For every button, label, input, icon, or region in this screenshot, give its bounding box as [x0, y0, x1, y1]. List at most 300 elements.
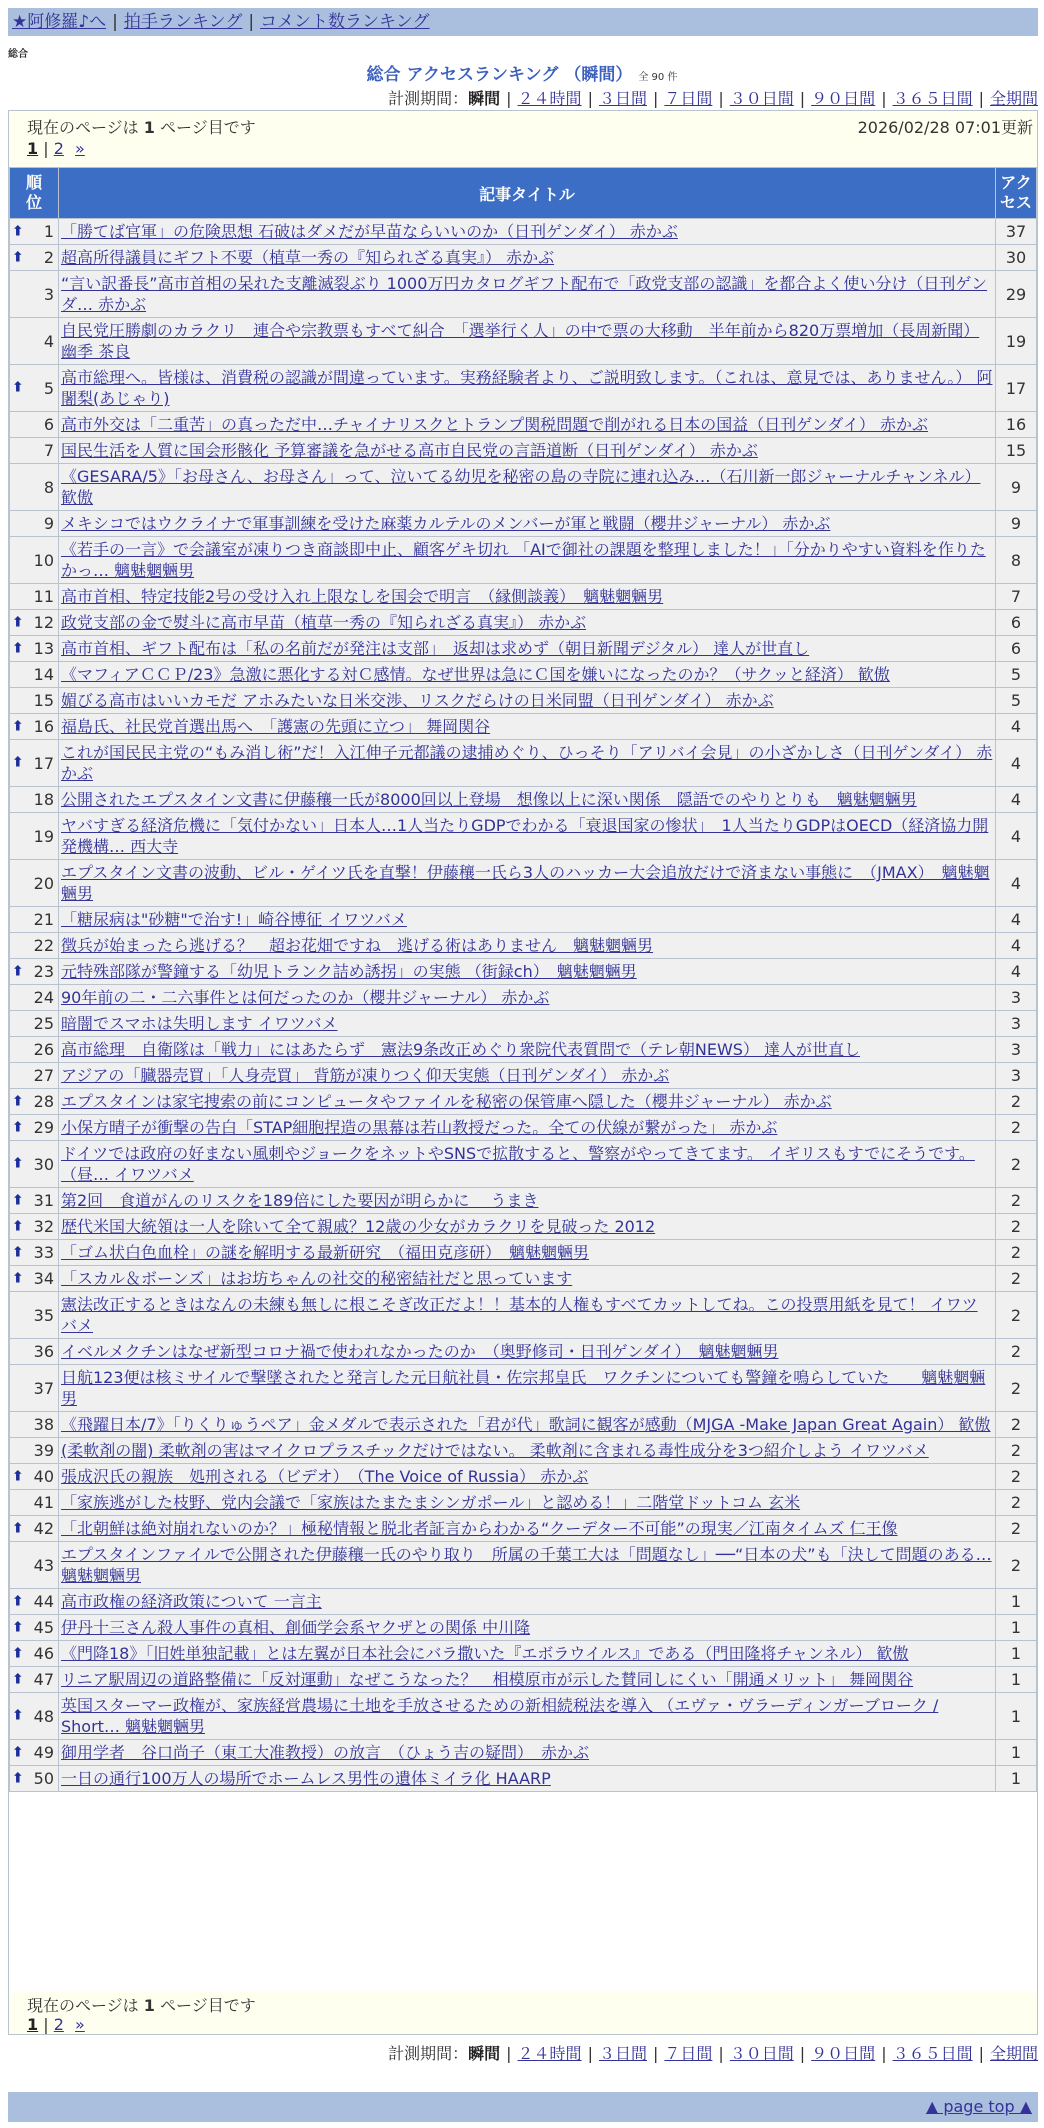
access-count: 2: [996, 1339, 1036, 1364]
title-cell: [59, 933, 995, 958]
header-title: 記事タイトル: [59, 168, 995, 218]
period-separator: |: [506, 89, 512, 108]
rank-number: 41: [33, 1493, 54, 1512]
article-title-link[interactable]: エプスタインは家宅捜索の前にコンピュータやファイルを秘密の保管庫へ隠した（櫻井ジャーナル） 赤かぶ: [61, 1092, 832, 1111]
table-row: [10, 1766, 1036, 1791]
article-title-link[interactable]: (柔軟剤の闇) 柔軟剤の害はマイクロプラスチックだけではない。 柔軟剤に含まれる毒性成分を3つ紹介しよう イワツバメ: [61, 1441, 929, 1460]
updated-timestamp: 2026/02/28 07:01更新: [857, 118, 1033, 137]
table-row: [10, 1464, 1036, 1489]
period-label: 計測期間：: [388, 2044, 469, 2063]
title-cell: [59, 1037, 995, 1062]
rank-cell: [10, 1037, 58, 1062]
rank-up-arrow-icon: ⬆: [12, 1645, 24, 1661]
title-cell: [59, 464, 995, 510]
access-count: 4: [996, 813, 1036, 859]
article-title-link[interactable]: 高市総理 自衛隊は「戦力」にはあたらず 憲法9条改正めぐり衆院代表質問で（テレ朝NEWS） 達人が世直し: [61, 1040, 861, 1059]
rank-up-arrow-icon: ⬆: [12, 1744, 24, 1760]
access-count: 2: [996, 1490, 1036, 1515]
article-title-link[interactable]: 元特殊部隊が警鐘する「幼児トランク詰め誘拐」の実態 （街録ch） 魑魅魍魎男: [61, 962, 637, 981]
rank-number: 6: [43, 415, 54, 434]
period-link[interactable]: ３０日間: [729, 89, 794, 108]
rank-number: 5: [43, 378, 54, 398]
rank-number: 23: [33, 962, 54, 981]
article-title-link[interactable]: 国民生活を人質に国会形骸化 予算審議を急がせる高市自民党の言語道断（日刊ゲンダイ） 赤かぶ: [61, 441, 758, 460]
access-count: 8: [996, 537, 1036, 583]
period-link[interactable]: ３０日間: [729, 2044, 794, 2063]
table-row: [10, 537, 1036, 583]
current-page-message-bottom: 現在のページは 1 ページ目です: [27, 1996, 256, 2015]
rank-number: 9: [43, 514, 54, 533]
access-count: 4: [996, 959, 1036, 984]
rank-cell: [10, 1438, 58, 1463]
rank-up-arrow-icon: ⬆: [12, 1093, 24, 1109]
access-count: 7: [996, 584, 1036, 609]
article-title-link[interactable]: 高市政権の経済政策について 一言主: [61, 1592, 322, 1611]
rank-up-arrow-icon: ⬆: [12, 1593, 24, 1609]
rank-number: 25: [33, 1014, 54, 1033]
title-cell: [59, 1188, 995, 1213]
title-cell: [59, 610, 995, 635]
article-title-link[interactable]: ヤバすぎる経済危機に「気付かない」日本人…1人当たりGDPでわかる「衰退国家の惨状」 1人当たりGDPはOECD（経済協力開発機構… 西大寺: [61, 816, 989, 856]
title-cell: [59, 412, 995, 437]
rank-cell: [10, 1667, 58, 1692]
article-title-link[interactable]: 高市首相、ギフト配布は「私の名前だが発注は支部」 返却は求めず（朝日新聞デジタル） 達人が世直し: [61, 639, 810, 658]
access-count: 2: [996, 1516, 1036, 1541]
article-title-link[interactable]: 「勝てば官軍」の危険思想 石破はダメだが早苗ならいいのか（日刊ゲンダイ） 赤かぶ: [61, 222, 678, 241]
rank-number: 29: [33, 1118, 54, 1137]
rank-number: 42: [33, 1519, 54, 1538]
period-link[interactable]: ３６５日間: [892, 2044, 973, 2063]
page-header: [9, 111, 1037, 167]
article-title-link[interactable]: 御用学者 谷口尚子（東工大准教授）の放言 （ひょう吉の疑問） 赤かぶ: [61, 1743, 590, 1762]
table-row: [10, 662, 1036, 687]
rank-number: 34: [33, 1269, 54, 1288]
article-title-link[interactable]: 高市首相、特定技能2号の受け入れ上限なしを国会で明言 （縁側談義） 魑魅魍魎男: [61, 587, 664, 606]
title-cell: [59, 714, 995, 739]
table-row: [10, 271, 1036, 317]
table-row: [10, 1115, 1036, 1140]
title-cell: [59, 860, 995, 906]
rank-number: 1: [43, 222, 54, 241]
rank-cell: [10, 511, 58, 536]
period-current: 瞬間: [468, 89, 501, 108]
article-title-link[interactable]: 福島氏、社民党首選出馬へ 「護憲の先頭に立つ」 舞岡関谷: [61, 717, 491, 736]
article-title-link[interactable]: 媚びる高市はいいカモだ アホみたいな日米交渉、リスクだらけの日米同盟（日刊ゲンダイ） 赤かぶ: [61, 691, 774, 710]
article-title-link[interactable]: ドイツでは政府の好まない風刺やジョークをネットやSNSで拡散すると、警察がやってきてます。 イギリスもすでにそうです。（昼… イワツバメ: [61, 1144, 975, 1184]
title-cell: [59, 1766, 995, 1791]
next-page-link[interactable]: »: [75, 139, 85, 158]
table-row: [10, 1667, 1036, 1692]
title-cell: [59, 1011, 995, 1036]
access-count: 1: [996, 1740, 1036, 1765]
rank-number: 20: [33, 873, 54, 893]
table-row: [10, 1089, 1036, 1114]
rank-number: 49: [33, 1743, 54, 1762]
rank-up-arrow-icon: ⬆: [12, 1244, 24, 1260]
title-cell: [59, 584, 995, 609]
table-row: [10, 1412, 1036, 1437]
ranking-table-body: [10, 219, 1036, 1791]
table-row: [10, 860, 1036, 906]
rank-cell: [10, 1464, 58, 1489]
nav-separator: |: [248, 12, 255, 32]
page-title: 総合 アクセスランキング （瞬間）: [366, 65, 633, 85]
rank-up-arrow-icon: ⬆: [12, 1192, 24, 1208]
rank-number: 39: [33, 1441, 54, 1460]
rank-cell: [10, 636, 58, 661]
rank-number: 43: [33, 1555, 54, 1575]
rank-number: 8: [43, 477, 54, 497]
table-row: [10, 365, 1036, 411]
period-separator: |: [652, 89, 659, 108]
access-count: 2: [996, 1542, 1036, 1588]
rank-number: 47: [33, 1670, 54, 1689]
title-cell: [59, 219, 995, 244]
access-count: 1: [996, 1693, 1036, 1739]
rank-cell: [10, 714, 58, 739]
rank-number: 48: [33, 1706, 54, 1726]
period-link[interactable]: ３日間: [598, 2044, 647, 2063]
access-count: 2: [996, 1292, 1036, 1338]
rank-up-arrow-icon: ⬆: [12, 1770, 24, 1786]
period-link[interactable]: ９０日間: [811, 89, 876, 108]
rank-number: 31: [33, 1191, 54, 1210]
access-count: 2: [996, 1089, 1036, 1114]
title-cell: [59, 271, 995, 317]
table-row: [10, 1589, 1036, 1614]
access-count: 30: [996, 245, 1036, 270]
access-count: 4: [996, 933, 1036, 958]
rank-cell: [10, 464, 58, 510]
rank-number: 10: [33, 550, 54, 570]
table-row: [10, 1037, 1036, 1062]
access-count: 3: [996, 1011, 1036, 1036]
title-cell: [59, 318, 995, 364]
rank-number: 26: [33, 1040, 54, 1059]
rank-cell: [10, 907, 58, 932]
table-row: [10, 464, 1036, 510]
rank-number: 36: [33, 1342, 54, 1361]
rank-number: 13: [33, 639, 54, 658]
title-cell: [59, 1115, 995, 1140]
rank-cell: [10, 1615, 58, 1640]
access-count: 2: [996, 1438, 1036, 1463]
access-count: 2: [996, 1464, 1036, 1489]
article-title-link[interactable]: 《若手の一言》で会議室が凍りつき商談即中止、顧客ゲキ切れ 「AIで御社の課題を整理しました！」「分かりやすい資料を作りたかっ… 魑魅魍魎男: [61, 540, 986, 580]
rank-number: 24: [33, 988, 54, 1007]
article-title-link[interactable]: 小保方晴子が衝撃の告白「STAP細胞捏造の黒幕は若山教授だった。全ての伏線が繋がった」 赤かぶ: [61, 1118, 778, 1137]
table-row: [10, 318, 1036, 364]
period-link[interactable]: ２４時間: [517, 89, 582, 108]
rank-cell: [10, 1542, 58, 1588]
article-title-link[interactable]: 《門降18》「旧姓単独記載」とは左翼が日本社会にバラ撒いた『エボラウイルス』である（門田隆将チャンネル） 歓傲: [61, 1644, 909, 1663]
rank-cell: [10, 271, 58, 317]
article-title-link[interactable]: 高市外交は「二重苦」の真っただ中…チャイナリスクとトランプ関税問題で削がれる日本の国益（日刊ゲンダイ） 赤かぶ: [61, 415, 929, 434]
rank-up-arrow-icon: ⬆: [12, 1520, 24, 1536]
rank-up-arrow-icon: ⬆: [12, 1468, 24, 1484]
rank-number: 44: [33, 1592, 54, 1611]
rank-cell: [10, 959, 58, 984]
period-link[interactable]: ３日間: [598, 89, 647, 108]
next-page-link[interactable]: »: [75, 2015, 85, 2034]
rank-up-arrow-icon: ⬆: [12, 963, 24, 979]
rank-number: 28: [33, 1092, 54, 1111]
title-cell: [59, 1615, 995, 1640]
table-row: [10, 1490, 1036, 1515]
rank-cell: [10, 537, 58, 583]
period-label: 計測期間：: [388, 89, 469, 108]
period-link[interactable]: 全期間: [989, 89, 1038, 108]
rank-cell: [10, 245, 58, 270]
rank-number: 30: [33, 1154, 54, 1174]
rank-cell: [10, 318, 58, 364]
rank-cell: [10, 1766, 58, 1791]
page-top-link[interactable]: ▲ page top ▲: [925, 2097, 1032, 2116]
article-title-link[interactable]: 高市総理へ。皆様は、消費税の認識が間違っています。実務経験者より、ご説明致します。（これは、意見では、ありません。） 阿闍梨(あじゃり): [61, 368, 993, 408]
table-row: [10, 1740, 1036, 1765]
article-title-link[interactable]: 「ゴム状白色血栓」の謎を解明する最新研究 （福田克彦研） 魑魅魍魎男: [61, 1243, 590, 1262]
title-cell: [59, 1063, 995, 1088]
page-footer: [9, 1991, 1037, 2034]
rank-number: 14: [33, 665, 54, 684]
table-row: [10, 245, 1036, 270]
article-title-link[interactable]: エプスタインファイルで公開された伊藤穰一氏のやり取り 所属の千葉工大は「問題なし」──“日本の犬”も「決して問題のある… 魑魅魍魎男: [61, 1545, 992, 1585]
article-title-link[interactable]: 「糖尿病は"砂糖"で治す!」崎谷博征 イワツバメ: [61, 910, 407, 929]
access-count: 4: [996, 907, 1036, 932]
rank-number: 50: [33, 1769, 54, 1788]
period-selector-top: [388, 86, 1038, 109]
rank-cell: [10, 610, 58, 635]
article-title-link[interactable]: これが国民民主党の“もみ消し術”だ！入江伸子元都議の逮捕めぐり、ひっそり「アリバイ会見」の小ざかしさ（日刊ゲンダイ） 赤かぶ: [61, 743, 993, 783]
period-separator: |: [978, 2044, 984, 2063]
title-cell: [59, 1089, 995, 1114]
title-cell: [59, 1667, 995, 1692]
rank-cell: [10, 1266, 58, 1291]
access-count: 6: [996, 636, 1036, 661]
article-title-link[interactable]: 一日の通行100万人の場所でホームレス男性の遺体ミイラ化 HAARP: [61, 1769, 551, 1788]
rank-number: 38: [33, 1415, 54, 1434]
table-row: [10, 412, 1036, 437]
table-row: [10, 1693, 1036, 1739]
access-count: 4: [996, 787, 1036, 812]
article-title-link[interactable]: リニア駅周辺の道路整備に「反対運動」なぜこうなった？ 相模原市が示した賛同しにくい「開通メリット」 舞岡関谷: [61, 1670, 914, 1689]
title-cell: [59, 1412, 995, 1437]
rank-number: 17: [33, 753, 54, 773]
pagination-top: 1 | 2 »: [27, 139, 85, 158]
access-count: 2: [996, 1266, 1036, 1291]
access-count: 37: [996, 219, 1036, 244]
access-count: 1: [996, 1589, 1036, 1614]
article-title-link[interactable]: “言い訳番長”高市首相の呆れた支離滅裂ぶり 1000万円カタログギフト配布で「政党支部の認識」を都合よく使い分け（日刊ゲンダ… 赤かぶ: [61, 274, 988, 314]
access-count: 2: [996, 1214, 1036, 1239]
access-count: 3: [996, 1063, 1036, 1088]
period-link[interactable]: ３６５日間: [892, 89, 973, 108]
table-row: [10, 1266, 1036, 1291]
home-link[interactable]: ★阿修羅♪へ: [12, 12, 107, 32]
table-row: [10, 907, 1036, 932]
rank-cell: [10, 1214, 58, 1239]
article-title-link[interactable]: アジアの「臓器売買」「人身売買」 背筋が凍りつく仰天実態（日刊ゲンダイ） 赤かぶ: [61, 1066, 670, 1085]
period-separator: |: [881, 2044, 887, 2063]
table-row: [10, 1615, 1036, 1640]
article-title-link[interactable]: 日航123便は核ミサイルで撃墜されたと発言した元日航社員・佐宗邦皇氏 ワクチンについても警鐘を鳴らしていた 魑魅魍魎男: [61, 1368, 986, 1408]
title-cell: [59, 1490, 995, 1515]
rank-up-arrow-icon: ⬆: [12, 249, 24, 265]
period-separator: |: [718, 2044, 724, 2063]
table-row: [10, 219, 1036, 244]
article-title-link[interactable]: 張成沢氏の親族 処刑される（ビデオ） （The Voice of Russia） 赤かぶ: [61, 1467, 589, 1486]
article-title-link[interactable]: 暗闇でスマホは失明します イワツバメ: [61, 1014, 338, 1033]
rank-cell: [10, 1641, 58, 1666]
page-2-link[interactable]: 2: [53, 139, 64, 158]
rank-number: 35: [33, 1305, 54, 1325]
rank-number: 15: [33, 691, 54, 710]
period-link[interactable]: ２４時間: [517, 2044, 582, 2063]
table-row: [10, 813, 1036, 859]
title-cell: [59, 740, 995, 786]
rank-number: 22: [33, 936, 54, 955]
access-count: 2: [996, 1412, 1036, 1437]
article-title-link[interactable]: 第2回 食道がんのリスクを189倍にした要因が明らかに うまき: [61, 1191, 539, 1210]
rank-up-arrow-icon: ⬆: [12, 1218, 24, 1234]
table-row: [10, 959, 1036, 984]
article-title-link[interactable]: 徴兵が始まったら逃げる？ 超お花畑ですね 逃げる術はありません 魑魅魍魎男: [61, 936, 654, 955]
table-row: [10, 933, 1036, 958]
access-count: 1: [996, 1615, 1036, 1640]
access-count: 6: [996, 610, 1036, 635]
period-link[interactable]: ９０日間: [811, 2044, 876, 2063]
table-row: [10, 438, 1036, 463]
title-cell: [59, 245, 995, 270]
applause-ranking-link[interactable]: 拍手ランキング: [123, 12, 243, 32]
page-1-current: 1: [27, 2015, 39, 2034]
rank-number: 40: [33, 1467, 54, 1486]
access-count: 4: [996, 714, 1036, 739]
header-access: アク セス: [996, 168, 1036, 218]
article-title-link[interactable]: 《飛躍日本/7》「りくりゅうペア」金メダルで表示された「君が代」歌詞に観客が感動（MJGA -Make Japan Great Again） 歓傲: [61, 1415, 991, 1434]
rank-cell: [10, 1365, 58, 1411]
title-cell: [59, 1464, 995, 1489]
article-title-link[interactable]: 自民党圧勝劇のカラクリ 連合や宗教票もすべて糾合 「選挙行く人」の中で票の大移動 半年前から820万票増加（長周新聞） 幽季 茶良: [61, 321, 980, 361]
period-selector-bottom: [388, 2041, 1038, 2064]
rank-number: 2: [43, 248, 54, 267]
table-row: [10, 584, 1036, 609]
title-cell: [59, 813, 995, 859]
rank-up-arrow-icon: ⬆: [12, 754, 24, 771]
period-link[interactable]: ７日間: [664, 89, 713, 108]
rank-up-arrow-icon: ⬆: [12, 640, 24, 656]
article-title-link[interactable]: 「スカル＆ボーンズ」はお坊ちゃんの社交的秘密結社だと思っています: [61, 1269, 573, 1288]
access-count: 2: [996, 1240, 1036, 1265]
access-count: 4: [996, 740, 1036, 786]
table-row: [10, 1438, 1036, 1463]
category-label: 総合: [8, 49, 28, 60]
top-nav-bar: [8, 8, 1038, 36]
table-row: [10, 511, 1036, 536]
article-title-link[interactable]: 「家族逃がした枝野、党内会議で「家族はたまたまシンガポール」と認める！」二階堂ドットコム 玄米: [61, 1493, 801, 1512]
rank-cell: [10, 219, 58, 244]
article-title-link[interactable]: 《マフィアＣＣＰ/23》急激に悪化する対Ｃ感情。なぜ世界は急にＣ国を嫌いになったのか？（サクッと経済） 歓傲: [61, 665, 890, 684]
period-separator: |: [978, 89, 984, 108]
article-title-link[interactable]: メキシコではウクライナで軍事訓練を受けた麻薬カルテルのメンバーが軍と戦闘（櫻井ジャーナル） 赤かぶ: [61, 514, 831, 533]
title-cell: [59, 1641, 995, 1666]
table-row: [10, 1188, 1036, 1213]
rank-cell: [10, 813, 58, 859]
title-cell: [59, 1266, 995, 1291]
comment-ranking-link[interactable]: コメント数ランキング: [260, 12, 430, 32]
table-row: [10, 1292, 1036, 1338]
article-title-link[interactable]: エプスタイン文書の波動、ビル・ゲイツ氏を直撃！伊藤穰一氏ら3人のハッカー大会追放だけで済まない事態に （JMAX） 魑魅魍魎男: [61, 863, 990, 903]
total-count: 全 90 件: [638, 72, 678, 83]
access-count: 17: [996, 365, 1036, 411]
access-count: 15: [996, 438, 1036, 463]
page-2-link[interactable]: 2: [53, 2015, 64, 2034]
article-title-link[interactable]: 公開されたエプスタイン文書に伊藤穰一氏が8000回以上登場 想像以上に深い関係 隠語でのやりとりも 魑魅魍魎男: [61, 790, 917, 809]
bottom-bar: [8, 2092, 1038, 2122]
article-title-link[interactable]: 伊丹十三さん殺人事件の真相、創価学会系ヤクザとの関係 中川隆: [61, 1618, 531, 1637]
title-cell: [59, 365, 995, 411]
period-link[interactable]: 全期間: [989, 2044, 1038, 2063]
period-separator: |: [881, 89, 887, 108]
rank-number: 46: [33, 1644, 54, 1663]
article-title-link[interactable]: 歴代米国大統領は一人を除いて全て親戚？12歳の少女がカラクリを見破った 2012: [61, 1217, 656, 1236]
access-count: 2: [996, 1365, 1036, 1411]
article-title-link[interactable]: 「北朝鮮は絶対崩れないのか？」極秘情報と脱北者証言からわかる“クーデター不可能”の現実／江南タイムズ 仁王像: [61, 1519, 898, 1538]
article-title-link[interactable]: イベルメクチンはなぜ新型コロナ禍で使われなかったのか （奥野修司・日刊ゲンダイ） 魑魅魍魎男: [61, 1342, 779, 1361]
rank-cell: [10, 584, 58, 609]
table-row: [10, 610, 1036, 635]
rank-cell: [10, 1693, 58, 1739]
table-row: [10, 985, 1036, 1010]
period-separator: |: [652, 2044, 659, 2063]
page-1-current: 1: [27, 139, 39, 158]
access-count: 2: [996, 1188, 1036, 1213]
rank-up-arrow-icon: ⬆: [12, 1707, 24, 1724]
title-cell: [59, 959, 995, 984]
rank-number: 3: [43, 284, 54, 304]
title-cell: [59, 1740, 995, 1765]
rank-cell: [10, 1740, 58, 1765]
table-row: [10, 740, 1036, 786]
period-separator: |: [718, 89, 724, 108]
rank-number: 37: [33, 1378, 54, 1398]
rank-cell: [10, 365, 58, 411]
period-current: 瞬間: [468, 2044, 501, 2063]
article-title-link[interactable]: 憲法改正するときはなんの未練も無しに根こそぎ改正だよ！！基本的人権もすべてカットしてね。この投票用紙を見て！ イワツバメ: [61, 1295, 978, 1335]
rank-cell: [10, 1089, 58, 1114]
rank-up-arrow-icon: ⬆: [12, 1155, 24, 1172]
access-count: 4: [996, 860, 1036, 906]
period-link[interactable]: ７日間: [664, 2044, 713, 2063]
article-title-link[interactable]: 90年前の二・二六事件とは何だったのか（櫻井ジャーナル） 赤かぶ: [61, 988, 550, 1007]
article-title-link[interactable]: 政党支部の金で熨斗に高市早苗（植草一秀の『知られざる真実』） 赤かぶ: [61, 613, 587, 632]
period-separator: |: [799, 89, 806, 108]
current-page-message: 現在のページは 1 ページ目です: [27, 118, 256, 137]
access-count: 1: [996, 1641, 1036, 1666]
rank-cell: [10, 1115, 58, 1140]
rank-number: 19: [33, 826, 54, 846]
table-row: [10, 787, 1036, 812]
rank-cell: [10, 1188, 58, 1213]
article-title-link[interactable]: 超高所得議員にギフト不要（植草一秀の『知られざる真実』） 赤かぶ: [61, 248, 555, 267]
article-title-link[interactable]: 英国スターマー政権が、家族経営農場に土地を手放させるための新相続税法を導入 （エヴァ・ヴラーディンガーブローク / Short… 魑魅魍魎男: [61, 1696, 939, 1736]
period-separator: |: [506, 2044, 512, 2063]
table-row: [10, 1542, 1036, 1588]
rank-cell: [10, 1516, 58, 1541]
rank-cell: [10, 412, 58, 437]
period-separator: |: [587, 2044, 593, 2063]
article-title-link[interactable]: 《GESARA/5》「お母さん、お母さん」って、泣いてる幼児を秘密の島の寺院に連れ込み…（石川新一郎ジャーナルチャンネル） 歓傲: [61, 467, 981, 507]
